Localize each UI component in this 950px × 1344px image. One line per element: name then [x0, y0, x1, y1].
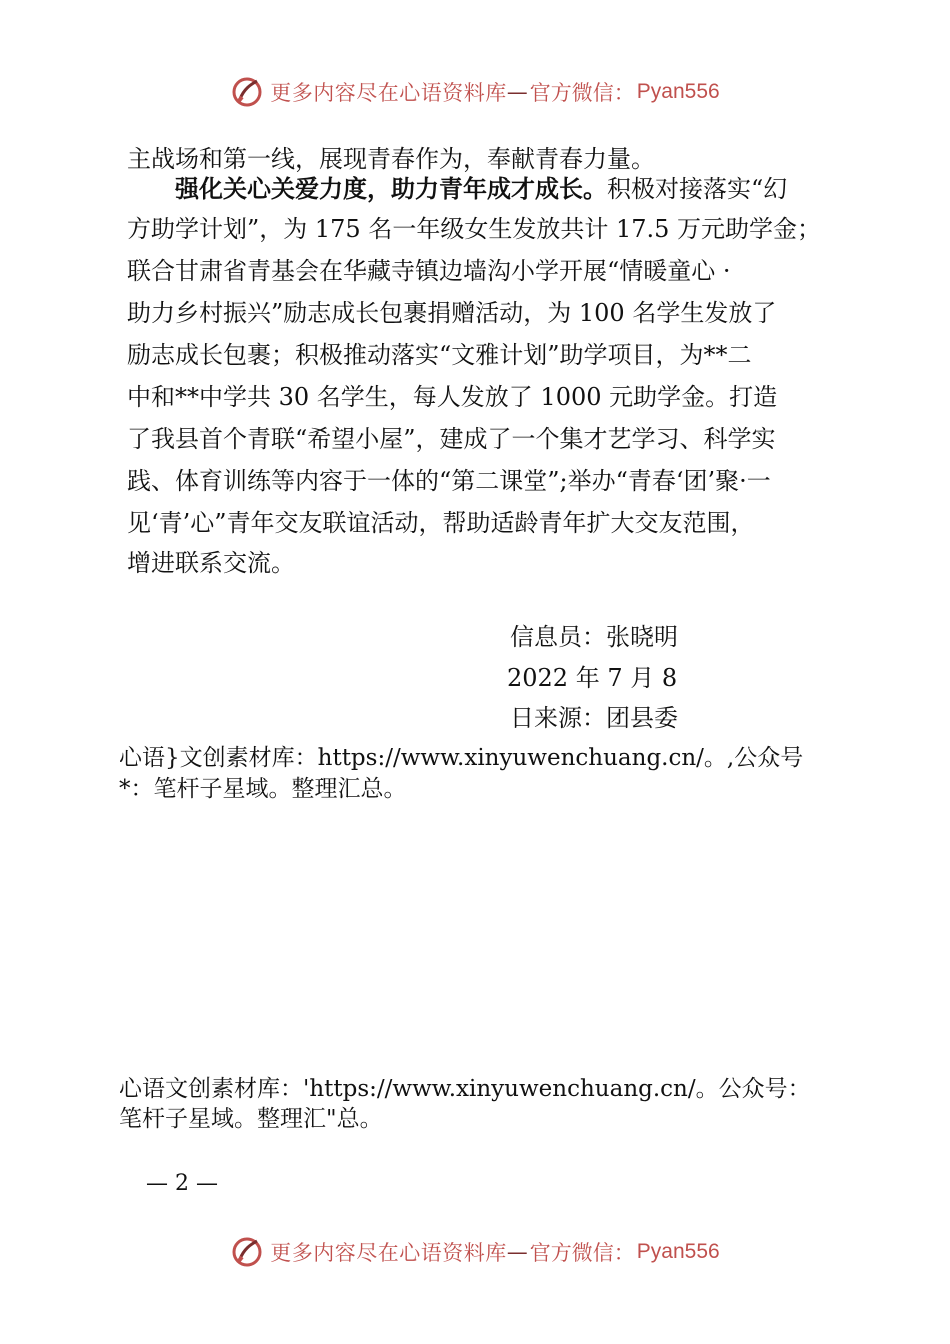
footer-note-2-line-2: 笔杆子星域。整理汇"总。 — [119, 1106, 383, 1132]
brush-logo-icon — [230, 75, 264, 109]
banner-dash: — — [506, 1240, 528, 1264]
brush-logo-icon — [230, 1235, 264, 1269]
body-line-3: 方助学计划”，为 175 名一年级女生发放共计 17.5 万元助学金； — [127, 215, 822, 243]
body-line-7: 中和**中学共 30 名学生，每人发放了 1000 元助学金。打造 — [127, 383, 778, 411]
banner-main-text: 更多内容尽在心语资料库 — [270, 1241, 507, 1265]
signature-date: 2022 年 7 月 8 — [507, 664, 678, 692]
body-line-2-tail: 积极对接落实“幻 — [607, 175, 788, 203]
banner-main-text: 更多内容尽在心语资料库 — [270, 81, 507, 105]
banner-dash: — — [506, 80, 528, 104]
footer-note-2-line-1: 心语文创素材库：'https://www.xinyuwenchuang.cn/。公众号： — [119, 1076, 811, 1102]
body-line-10: 见‘青’心”青年交友联谊活动，帮助适龄青年扩大交友范围， — [127, 509, 755, 537]
body-line-5: 助力乡村振兴”励志成长包裹捐赠活动，为 100 名学生发放了 — [127, 299, 777, 327]
bold-heading: 强化关心关爱力度，助力青年成才成长。 — [175, 175, 607, 203]
body-line-8: 了我县首个青联“希望小屋”，建成了一个集才艺学习、科学实 — [127, 425, 776, 453]
body-line-11: 增进联系交流。 — [127, 549, 295, 577]
footer-note-1-line-2: *：笔杆子星域。整理汇总。 — [119, 776, 407, 802]
signature-informant: 信息员：张晓明 — [510, 623, 678, 651]
banner-label: 官方微信： — [529, 1241, 635, 1265]
footer-watermark-banner — [0, 1232, 950, 1272]
footer-note-1-line-1: 心语}文创素材库：https://www.xinyuwenchuang.cn/。,公众号 — [119, 745, 804, 771]
banner-wechat-id: Pyan556 — [636, 1240, 720, 1263]
body-line-2 — [175, 174, 787, 204]
body-line-1: 主战场和第一线，展现青春作为，奉献青春力量。 — [127, 145, 655, 173]
signature-source: 日来源：团县委 — [510, 704, 678, 732]
body-line-9: 践、体育训练等内容于一体的“第二课堂”;举办“青春‘团’聚·一 — [127, 467, 771, 495]
body-line-6: 励志成长包裹；积极推动落实“文雅计划”助学项目，为**二 — [127, 341, 752, 369]
banner-label: 官方微信： — [529, 81, 635, 105]
header-watermark-banner — [0, 72, 950, 112]
page-number: — 2 — — [146, 1171, 218, 1196]
banner-wechat-id: Pyan556 — [636, 80, 720, 103]
body-line-4: 联合甘肃省青基会在华藏寺镇边墙沟小学开展“情暖童心 · — [127, 257, 731, 285]
